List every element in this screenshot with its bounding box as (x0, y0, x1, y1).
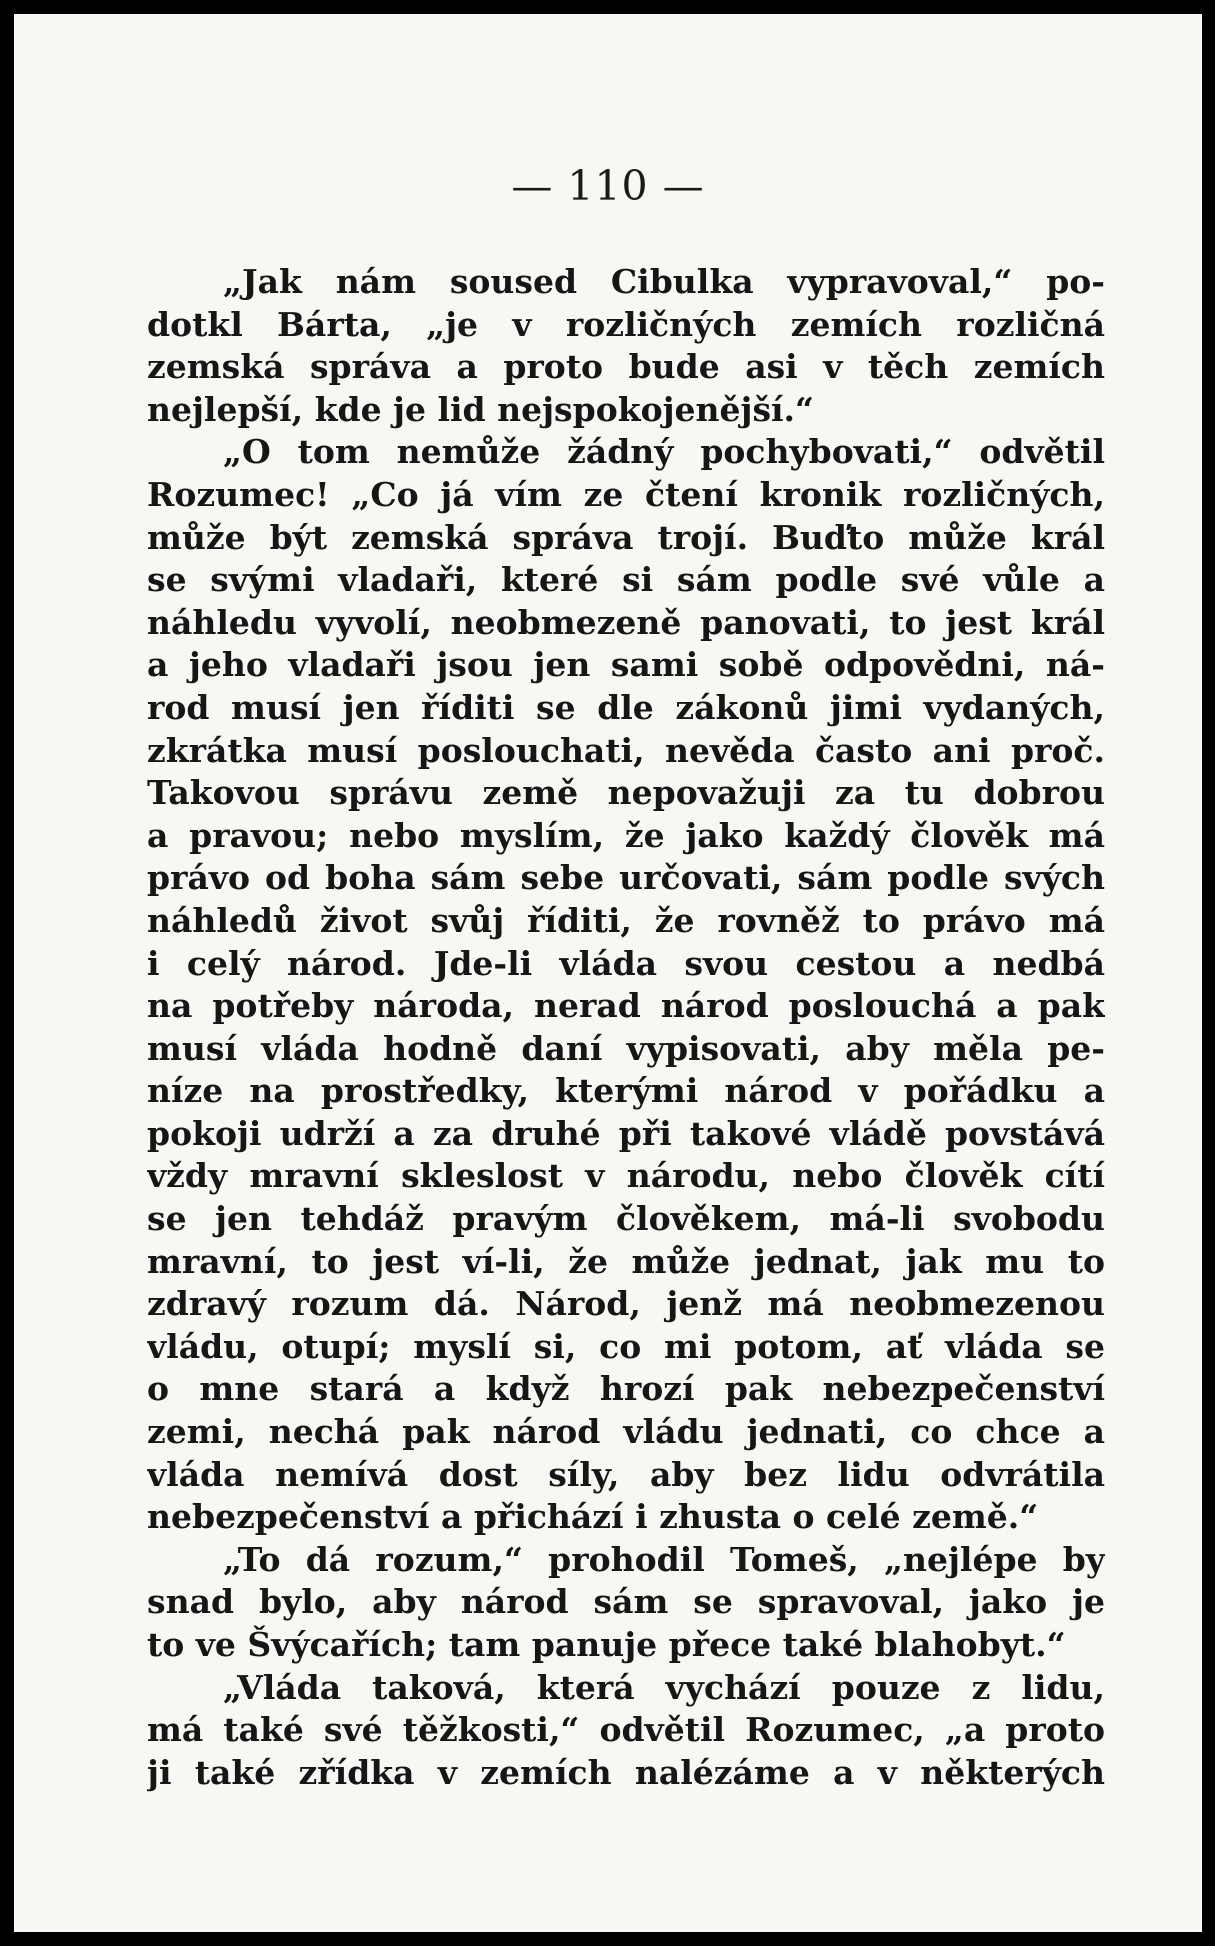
text-line: zemská správa a proto bude asi v těch zemích (147, 347, 1105, 387)
text-line: i celý národ. Jde-li vláda svou cestou a nedbá (147, 943, 1105, 983)
text-line: dotkl Bárta, „je v rozličných zemích rozličná (147, 304, 1105, 344)
text-line: Takovou správu země nepovažuji za tu dobrou (147, 773, 1105, 813)
text-line: vládu, otupí; myslí si, co mi potom, ať vláda se (147, 1326, 1105, 1366)
text-line: a pravou; nebo myslím, že jako každý člověk má (147, 815, 1105, 855)
text-line: to ve Švýcařích; tam panuje přece také blahobyt.“ (147, 1625, 1066, 1664)
text-line: zemi, nechá pak národ vládu jednati, co chce a (147, 1412, 1105, 1452)
text-line: Rozumec! „Co já vím ze čtení kronik rozličných, (147, 474, 1105, 514)
book-page (14, 14, 1202, 1932)
text-line: zdravý rozum dá. Národ, jenž má neobmezenou (147, 1284, 1105, 1324)
text-line: má také své těžkosti,“ odvětil Rozumec, „a proto (147, 1710, 1105, 1750)
text-line: „Vláda taková, která vychází pouze z lidu, (223, 1667, 1105, 1707)
text-line: „O tom nemůže žádný pochybovati,“ odvětil (223, 432, 1105, 472)
text-line: se jen tehdáž pravým člověkem, má-li svobodu (147, 1199, 1105, 1239)
body-text (147, 261, 1105, 1794)
text-line: „To dá rozum,“ prohodil Tomeš, „nejlépe by (223, 1539, 1105, 1579)
text-line: vždy mravní skleslost v národu, nebo člověk cítí (147, 1156, 1105, 1196)
text-line: náhledů život svůj říditi, že rovněž to právo má (147, 900, 1105, 940)
text-line: vláda nemívá dost síly, aby bez lidu odvrátila (147, 1454, 1105, 1494)
text-line: ji také zřídka v zemích nalézáme a v některých (147, 1752, 1105, 1792)
text-line: o mne stará a když hrozí pak nebezpečenství (147, 1369, 1105, 1409)
text-line: náhledu vyvolí, neobmezeně panovati, to jest král (147, 602, 1105, 642)
text-line: právo od boha sám sebe určovati, sám podle svých (147, 858, 1105, 898)
text-line: pokoji udrží a za druhé při takové vládě povstává (147, 1113, 1105, 1153)
text-line: a jeho vladaři jsou jen sami sobě odpovědni, ná- (147, 645, 1105, 685)
text-line: zkrátka musí poslouchati, nevěda často ani proč. (147, 730, 1105, 770)
text-line: snad bylo, aby národ sám se spravoval, jako je (147, 1582, 1105, 1622)
text-line: nejlepší, kde je lid nejspokojenější.“ (147, 389, 815, 429)
text-line: na potřeby národa, nerad národ poslouchá a pak (147, 986, 1105, 1026)
text-line: se svými vladaři, které si sám podle své vůle a (147, 560, 1105, 600)
text-line: musí vláda hodně daní vypisovati, aby měla pe- (147, 1028, 1105, 1068)
text-line: rod musí jen říditi se dle zákonů jimi vydaných, (147, 687, 1105, 727)
text-line: může být zemská správa trojí. Buďto může král (147, 517, 1105, 557)
text-line: nebezpečenství a přichází i zhusta o celé země.“ (147, 1497, 1039, 1537)
text-line: níze na prostředky, kterými národ v pořádku a (147, 1071, 1105, 1111)
text-line: mravní, to jest ví-li, že může jednat, jak mu to (147, 1241, 1105, 1281)
text-line: „Jak nám soused Cibulka vypravoval,“ po- (223, 262, 1105, 301)
page-number: — 110 — (511, 162, 705, 210)
